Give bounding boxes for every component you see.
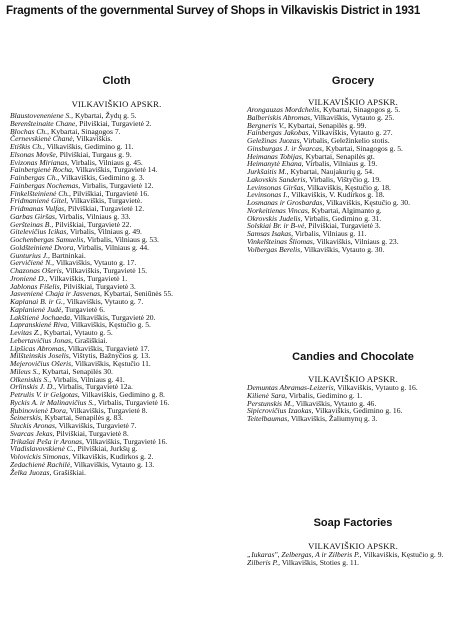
entry-address: Vištytis, Bažnyčios g. 13. [70, 351, 151, 361]
entry-address: Vilkaviškis, Vilniaus g. 23. [314, 236, 399, 246]
entry-address: Vilkaviškis, Vytauto g. 30. [302, 244, 385, 254]
entry-name: Gitelevičius Icikas, [10, 227, 69, 237]
entry-address: Vilkaviškis, Turgavietė 16. [83, 436, 168, 446]
entry-name: Perstunskis M., [247, 398, 295, 408]
entry-name: Fainbergas Ch., [10, 173, 60, 182]
entry-address: Virbalis, Vištyčio g. 19. [307, 174, 382, 184]
entry-name: Sluckis Aronas, [10, 421, 57, 430]
list-item [10, 469, 223, 477]
entry-name: Mileus S., [10, 366, 41, 376]
entry-address: Grašiškiai. [72, 335, 108, 345]
entry-address: Virbalis, Vilniaus g. 45. [69, 157, 143, 167]
entry-address: Kybartai, Senapilės 30. [40, 366, 113, 376]
entry-name: Ginsburgas J. ir Švarcas, [247, 143, 324, 153]
entry-address: Pilviškiai, Turgavietė 3. [61, 281, 136, 291]
entry-address: Pilviškiai, Turgavietė 12. [65, 204, 145, 213]
entry-name: Olkeniskis S., [10, 374, 52, 384]
entry-name: Lakštienė Jochaeda, [10, 312, 72, 322]
entry-name: Volbergas Berelis, [247, 244, 303, 254]
entry-name: Lipšicas Abromas, [10, 343, 67, 353]
entry-address: Kybartai, Naujakurių g. 54. [288, 167, 374, 176]
entry-name: Rubinovienė Dora, [10, 405, 68, 415]
entry-name: Chazonas Ošeris, [10, 266, 64, 275]
entry-name: Fainbergas Nochemas, [10, 180, 81, 190]
entry-name: Garbas Giršas, [10, 211, 57, 221]
entry-address: Vilkaviškis, Kęstučio g. 5. [69, 320, 151, 330]
entry-name: Heimanas Tobijas, [247, 151, 304, 161]
entry-name: Kaplanienė Judė, [10, 304, 64, 314]
entry-address: Kybartai, Vytauto g. 5. [41, 328, 113, 337]
entry-address: Vilkaviškis, Kęstučio g. 18. [305, 182, 391, 192]
entry-address: Vilkaviškis, Vytauto g. 17. [54, 258, 137, 268]
candies-section-heading: Candies and Chocolate [292, 351, 414, 363]
entry-name: Zedachienė Rachilė, [10, 459, 72, 469]
cloth-entries-list [10, 112, 223, 476]
entry-name: Gochenbergas Samuelis, [10, 235, 86, 244]
entry-name: Levinsonas Giršas, [247, 182, 306, 192]
entry-address: Vilkaviškis, Kęstučio 11. [73, 359, 151, 368]
document-title: Fragments of the governmental Survey of Shops in Vilkaviskis District in 1931 [6, 4, 421, 17]
entry-name: Bergneris V., [247, 120, 287, 130]
candies-entries-list [247, 384, 459, 423]
entry-address: Vilkaviškis, Kęstučio g. 30. [324, 198, 410, 207]
entry-name: Lebertavičius Jonas, [10, 335, 73, 345]
entry-name: Mejerovičius Ošeris, [10, 359, 73, 368]
entry-name: Lapranskienė Riva, [10, 320, 70, 330]
entry-address: Vilkaviškis, Vytauto g. 25. [311, 112, 395, 122]
entry-name: Geršteinas B., [10, 219, 54, 229]
grocery-section-heading: Grocery [331, 75, 375, 87]
entry-name: Lakovskis Sanderis, [247, 174, 308, 184]
entry-name: Jasvenienė Chaja ir Jasvenas, [10, 289, 102, 299]
entry-name: Losmanas ir Grosbardas, [247, 198, 325, 207]
soap-entries-list [247, 551, 459, 567]
entry-address: Virbalis, Vilniaus g. 33. [56, 211, 131, 221]
entry-address: Vilkaviškis, Turgavietė 20. [72, 312, 156, 322]
entry-address: Pilviškiai, Turgavietė 16. [70, 188, 150, 198]
entry-address: Vilkaviškis, Kęstučio g. 9. [361, 550, 444, 559]
entry-name: Teitelbaumas, [247, 414, 290, 423]
entry-address: Vilkaviškis, Turgavietė 1. [47, 273, 128, 283]
entry-name: Želka Juozas, [10, 467, 52, 477]
entry-address: Pilviškiai, Jurkšų g. [75, 444, 138, 454]
entry-name: Fridmanas Vulfas, [10, 204, 66, 213]
candies-district-heading: VILKAVIŠKIO APSKR. [308, 374, 398, 384]
entry-address: Vilkaviškis, Vytauto g. 13. [72, 459, 155, 469]
entry-address: Kybartai, Seniūnės 55. [101, 289, 174, 299]
entry-address: Virbalis, Vilniaus g. 53. [85, 235, 159, 244]
entry-address: Vilkaviškis, Žaliumynų g. 3. [289, 414, 378, 423]
entry-name: Blaustoveneniene S., [10, 111, 74, 120]
entry-address: Vilkaviškis, Gedimino g. 3. [59, 173, 145, 182]
entry-name: Orlinskis J. D., [10, 382, 57, 392]
entry-address: Virbalis, Vilniaus g. 41. [51, 374, 125, 384]
list-item [247, 246, 459, 254]
entry-address: Vilkaviškis, Turgavietė 14. [73, 165, 158, 175]
entry-address: Vilkaviškis, Vytauto g. 46. [294, 398, 377, 408]
entry-address: Vilkaviškis. [74, 134, 113, 144]
entry-address: Grašiškiai. [51, 467, 86, 477]
entry-address: Kybartai, Sinagogos g. 5. [323, 143, 403, 153]
entry-name: Šeinerskis, [10, 413, 43, 423]
entry-address: Pilviškiai, Turgavietė 2. [77, 118, 152, 128]
entry-name: Fainbergienė Rocha, [10, 165, 74, 175]
entry-name: Trikašai Peša ir Aronas, [10, 436, 84, 446]
entry-address: Virbalis, Turgavietė 16. [95, 397, 170, 407]
entry-name: Balberiskis Abromas, [247, 112, 312, 122]
entry-name: Milšteinskis Joselis, [10, 351, 71, 361]
entry-name: Svarcas Jekas, [10, 428, 55, 438]
entry-address: Vilkaviškis, Vytauto g. 7. [64, 297, 144, 306]
entry-name: Vinkelšteinas Šliomas, [247, 236, 315, 246]
entry-name: Zilberis P., [247, 557, 280, 567]
entry-address: Vilkaviškis, V. Kudirkos g. 18. [289, 190, 385, 200]
entry-address: Vilkaviškis, Turgavietė 15. [63, 266, 148, 275]
entry-address: Vilkaviškis, Vytauto g. 16. [335, 383, 418, 392]
entry-address: Vilkaviškis, Gedimino g. 8. [79, 390, 165, 399]
entry-address: Pilviškiai, Turgavietė 3. [306, 221, 381, 231]
entry-name: Okrovskis Judelis, [247, 213, 303, 223]
cloth-section-heading: Cloth [102, 75, 131, 87]
entry-name: Gunturius J., [10, 250, 50, 260]
cloth-district-heading: VILKAVIŠKIO APSKR. [71, 99, 162, 109]
entry-name: Kaplanai B. ir G., [10, 297, 65, 306]
entry-address: Kybartai, Sinagogos g. 5. [321, 105, 401, 114]
entry-address: Vilkaviškis, Gedimino g. 16. [313, 406, 403, 416]
entry-name: Černevskienė Chanė, [10, 134, 75, 144]
entry-address: Virbalis, Turgavietė 12a. [56, 382, 133, 392]
entry-name: Sipicrovičius Izaokas, [247, 406, 314, 416]
list-item [247, 415, 459, 423]
entry-name: „Iukaras", Zelbergas, A ir Zilberis P., [247, 550, 362, 559]
entry-name: Evizonas Mirianas, [10, 157, 70, 167]
entry-name: Samsas Isakas, [247, 229, 293, 238]
entry-address: Pilviškiai, Turgavietė 8. [54, 428, 129, 438]
entry-name: Petrulis V. ir Gelgotas, [10, 390, 80, 399]
entry-name: Blochas Ch., [10, 126, 50, 136]
entry-name: Goldšteinienė Dvora, [10, 242, 76, 252]
entry-address: Virbalis, Vilniaus g. 44. [75, 242, 150, 252]
entry-address: Virbalis, Vilniaus g. 49. [68, 227, 142, 237]
entry-address: Vilkaviškis, Turgavietė 8. [67, 405, 148, 415]
entry-address: Pilviškiai, Turgaus g. 9. [57, 149, 132, 159]
entry-address: Kybartai, Senapilės g. 99. [286, 120, 367, 130]
entry-name: Geležinas Juozas, [247, 136, 302, 145]
entry-address: Kybartai, Algimanto g. [309, 205, 382, 215]
soap-district-heading: VILKAVIŠKIO APSKR. [308, 541, 398, 551]
entry-name: Norkeitienas Vincas, [247, 205, 310, 215]
entry-address: Virbalis, Turgavietė 12. [80, 180, 154, 190]
entry-name: Vladislavovskienė C., [10, 444, 76, 454]
entry-name: Heimanytė Ehana, [247, 159, 304, 169]
entry-name: Levinsonas I., [247, 190, 290, 200]
entry-address: Kybartai, Žydų g. 5. [73, 111, 137, 120]
entry-name: Jablonas Fišelis, [10, 281, 62, 291]
grocery-district-heading: VILKAVIŠKIO APSKR. [308, 97, 398, 107]
entry-name: Levitas Z., [10, 328, 42, 337]
entry-address: Virbalis, Gedimino g. 1. [287, 390, 363, 400]
entry-name: Gervičienė N., [10, 258, 55, 268]
entry-address: Turgavietė 6. [63, 304, 105, 314]
entry-name: Jurkšaitis M., [247, 167, 289, 176]
entry-address: Bartninkai. [49, 250, 86, 260]
entry-address: Vilkaviškis, Turgavietė. [68, 196, 143, 206]
grocery-entries-list [247, 106, 459, 253]
entry-address: Vilkaviškis, Vytauto g. 27. [310, 128, 393, 138]
entry-name: Fainbergas Jakobas, [247, 128, 311, 138]
soap-section-heading: Soap Factories [313, 517, 393, 529]
entry-name: Elsonas Movše, [10, 149, 58, 159]
entry-name: Etiškis Ch., [10, 142, 45, 151]
entry-address: Vilkaviškis, Stoties g. 11. [280, 557, 360, 567]
entry-name: Fridmanienė Gitel, [10, 196, 69, 206]
entry-address: Virbalis, Geležinkelio stotis. [301, 136, 390, 145]
entry-address: Vilkaviškis, Gedimino g. 11. [44, 142, 134, 151]
entry-name: Kilienė Sara, [247, 390, 288, 400]
entry-address: Kybartai, Sinagogos 7. [49, 126, 121, 136]
entry-address: Kybartai, Senapilės gt. [303, 151, 375, 161]
entry-name: Arongauzas Mordchelis, [247, 105, 322, 114]
entry-name: Berenšteinaite Chane, [10, 118, 78, 128]
entry-address: Pilviškiai, Turgavietė 22. [53, 219, 132, 229]
entry-address: Vilkaviškis, Turgavietė 7. [56, 421, 137, 430]
list-item [247, 559, 459, 567]
entry-address: Virbalis, Vilniaus g. 19. [303, 159, 378, 169]
entry-address: Virbalis, Gedimino g. 31. [302, 213, 382, 223]
entry-name: Ryckis A. ir Malinavičius S., [10, 397, 96, 407]
entry-name: Demuntas Abramas-Leizeris, [247, 383, 336, 392]
entry-address: Vilkaviškis, Kudirkos g. 2. [70, 452, 154, 461]
entry-name: Volovickis Simonas, [10, 452, 71, 461]
entry-name: Jronienė D., [10, 273, 48, 283]
entry-address: Vilkaviškis, Turgavietė 17. [66, 343, 150, 353]
entry-address: Kybartai, Senapilės g. 83. [42, 413, 124, 423]
entry-address: Virbalis, Vilniaus g. 11. [293, 229, 367, 238]
entry-name: Finkelšteinienė Ch., [10, 188, 71, 198]
entry-name: Solskiai Br. ir B-vė, [247, 221, 307, 231]
